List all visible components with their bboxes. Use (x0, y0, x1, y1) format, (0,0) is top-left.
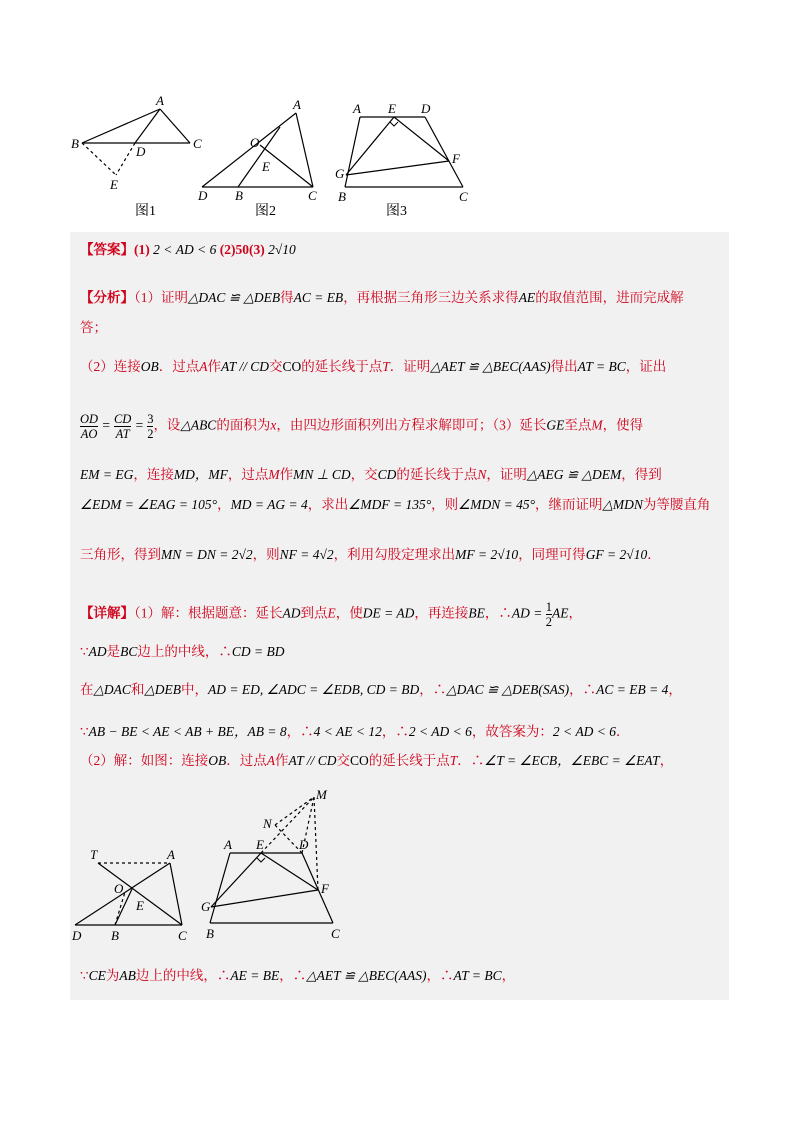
m: △DEB (144, 682, 182, 697)
t: E (327, 605, 336, 621)
fig1-caption: 图1 (135, 204, 156, 219)
t: （2）连接 (80, 359, 141, 374)
detail-line-1 (80, 600, 582, 629)
m: OB (140, 359, 159, 374)
detail-right-label-f: F (321, 881, 329, 896)
m: CO (282, 359, 302, 374)
m: BE (468, 605, 485, 621)
fraction-cd-at (114, 412, 131, 441)
t: 的延长线于点 (396, 467, 478, 482)
t: N (477, 467, 487, 482)
t: 边上的中线，∴ (135, 968, 231, 983)
detail-right-label-e: E (256, 837, 264, 852)
m: △AEG ≌ △DEM (526, 467, 622, 482)
t: 为等腰直角 (642, 497, 711, 512)
t: ∵ (80, 968, 89, 983)
m: ∠T = ∠ECB，∠EBC = ∠EAT (484, 753, 660, 768)
t: ，则 (252, 547, 280, 562)
t: （1）证明 (134, 290, 188, 305)
detail-left-label-c: C (178, 928, 187, 943)
detail-left-label-b: B (111, 928, 119, 943)
m: AE = BE (230, 968, 280, 983)
m: △DAC (93, 682, 131, 697)
t: ，∴ (484, 605, 512, 621)
m: △DAC ≌ △DEB (188, 290, 281, 305)
t: 交 (336, 753, 351, 768)
t: ，则 (431, 497, 459, 512)
t: x (270, 417, 277, 433)
analysis-line-2 (80, 318, 107, 338)
fig2-label-e: E (262, 159, 270, 174)
answer-part2: (2)50(3) (219, 242, 265, 257)
fig3-label-a: A (353, 101, 361, 116)
m: △DAC ≌ △DEB(SAS) (446, 682, 570, 697)
fig2-label-d: D (198, 188, 208, 203)
detail-left-label-e: E (136, 898, 144, 913)
t: 是 (106, 644, 121, 659)
m: AD = ED, ∠ADC = ∠EDB, CD = BD (208, 682, 420, 697)
detail-tag: 【详解】 (80, 605, 134, 621)
m: AE (551, 605, 569, 621)
t: ，使得 (602, 417, 644, 433)
m: GF = 2√10 (585, 547, 648, 562)
fig1-label-c: C (193, 136, 202, 151)
t: ，再连接 (414, 605, 469, 621)
m: 2 < AD < 6 (552, 724, 617, 739)
den: 2 (545, 615, 552, 629)
m: CD (377, 467, 397, 482)
detail-line-4 (80, 722, 630, 742)
t: ，∴ (569, 682, 597, 697)
den: 2 (147, 427, 154, 441)
m: AD (88, 644, 107, 659)
m: ∠EDM = ∠EAG = 105° (80, 497, 218, 512)
answer-math1: 2 < AD < 6 (153, 242, 217, 257)
m: AB − BE < AE < AB + BE，AB = 8 (88, 724, 287, 739)
m: = (101, 417, 111, 433)
m: △MDN (602, 497, 643, 512)
detail-figure-left (75, 863, 182, 925)
detail-left-label-a: A (167, 847, 175, 862)
t: 得 (280, 290, 294, 305)
m: AC = EB (293, 290, 344, 305)
t: ．过点 (158, 359, 200, 374)
t: ，交 (350, 467, 378, 482)
detail-line-3 (80, 680, 682, 700)
t: ∵ (80, 644, 89, 659)
fig3-label-d: D (421, 101, 431, 116)
den: AO (80, 427, 98, 441)
detail-left-label-t: T (90, 847, 98, 862)
t: ，∴ (279, 968, 307, 983)
m: MN ⊥ CD (293, 467, 351, 482)
t: ，再根据三角形三边关系求得 (343, 290, 519, 305)
t: （1）解：根据题意：延长 (134, 605, 283, 621)
den: AT (115, 427, 130, 441)
fig1-label-a: A (156, 95, 164, 108)
fig3-label-g: G (335, 166, 345, 181)
t: ． (647, 547, 661, 562)
m: MD，MF (173, 467, 228, 482)
m: MD = AG = 4 (230, 497, 308, 512)
t: ．∴ (457, 753, 485, 768)
detail-right-label-m: M (316, 787, 327, 802)
top-figures (70, 95, 490, 225)
detail-line-2 (80, 642, 284, 662)
m: 2 < AD < 6 (408, 724, 472, 739)
m: NF = 4√2 (279, 547, 334, 562)
t: T (449, 753, 458, 768)
fraction-od-ao (80, 412, 98, 441)
t: ， (501, 968, 516, 983)
t: ， (659, 753, 674, 768)
m: AD (282, 605, 301, 621)
analysis-line-1 (80, 288, 684, 308)
t: 在 (80, 682, 94, 697)
t: ，连接 (133, 467, 174, 482)
t: 的延长线于点 (368, 753, 450, 768)
t: 边上的中线，∴ (137, 644, 232, 659)
m: AT // CD (221, 359, 270, 374)
detail-figures-svg (70, 785, 360, 945)
fig2-label-o: O (250, 135, 260, 150)
num: 3 (147, 412, 154, 426)
detail-right-label-a: A (224, 837, 232, 852)
t: 到点 (300, 605, 328, 621)
m: AD = (511, 605, 543, 621)
detail-line-6 (80, 966, 515, 986)
t: ，同理可得 (518, 547, 586, 562)
fig2-label-a: A (293, 97, 301, 112)
t: ，过点 (227, 467, 269, 482)
fig2-caption: 图2 (255, 204, 276, 219)
m: EM = EG (80, 467, 134, 482)
m: ∠MDF = 135° (348, 497, 432, 512)
analysis-line-4 (80, 412, 643, 441)
t: 和 (130, 682, 145, 697)
m: = (134, 417, 144, 433)
m: AC = EB = 4 (596, 682, 669, 697)
t: ，证出 (625, 359, 667, 374)
m: DE = AD (362, 605, 415, 621)
fig1-label-b: B (71, 136, 79, 151)
t: ，利用勾股定理求出 (333, 547, 456, 562)
t: A (199, 359, 208, 374)
m: GE (546, 417, 565, 433)
t: 的取值范围，进而完成解 (535, 290, 684, 305)
t: 的延长线于点 (301, 359, 383, 374)
detail-right-label-n: N (263, 816, 272, 831)
num: OD (80, 412, 99, 426)
m: CD = BD (231, 644, 285, 659)
t: 中， (181, 682, 209, 697)
fig2-label-c: C (308, 188, 317, 203)
t: A (266, 753, 275, 768)
t: 三角形，得到 (80, 547, 161, 562)
m: ∠MDN = 45° (458, 497, 536, 512)
detail-right-label-b: B (206, 926, 214, 941)
answer-line (80, 240, 296, 260)
t: ，∴ (286, 724, 314, 739)
m: △AET ≌ △BEC(AAS) (306, 968, 427, 983)
t: M (591, 417, 603, 433)
m: OB (208, 753, 227, 768)
t: 答； (80, 320, 107, 335)
fig2-label-b: B (235, 188, 243, 203)
t: ，∴ (381, 724, 409, 739)
detail-right-label-g: G (201, 899, 211, 914)
m: △AET ≌ △BEC(AAS) (430, 359, 551, 374)
t: 交 (269, 359, 283, 374)
detail-left-label-o: O (114, 881, 124, 896)
analysis-line-5 (80, 465, 662, 485)
answer-math2: 2√10 (268, 242, 296, 257)
t: ，由四边形面积列出方程求解即可；（3）延长 (276, 417, 547, 433)
m: AT = BC (453, 968, 502, 983)
m: △ABC (180, 417, 217, 433)
t: ，使 (335, 605, 363, 621)
t: ．证明 (389, 359, 431, 374)
m: 4 < AE < 12 (313, 724, 382, 739)
num: CD (113, 412, 132, 426)
m: AB (119, 968, 136, 983)
t: 至点 (564, 417, 592, 433)
m: MF = 2√10 (455, 547, 519, 562)
m: MN = DN = 2√2 (161, 547, 253, 562)
fig3-caption: 图3 (386, 204, 407, 219)
analysis-line-3 (80, 357, 666, 377)
t: ， (217, 497, 231, 512)
t: ，证明 (486, 467, 527, 482)
t: 作 (207, 359, 221, 374)
m: CO (350, 753, 369, 768)
t: ，∴ (419, 682, 447, 697)
t: ，故答案为： (471, 724, 553, 739)
figure-3 (345, 117, 463, 187)
analysis-tag: 【分析】 (80, 290, 134, 305)
t: 作 (275, 753, 289, 768)
m: BC (120, 644, 138, 659)
detail-left-label-d: D (72, 928, 82, 943)
fig3-label-e: E (388, 101, 396, 116)
m: CE (88, 968, 106, 983)
num: 1 (545, 600, 552, 614)
figure-1 (82, 109, 190, 175)
t: 为 (105, 968, 120, 983)
m: AT // CD (288, 753, 337, 768)
t: （2）解：如图：连接 (80, 753, 209, 768)
analysis-line-6 (80, 495, 710, 515)
analysis-line-7 (80, 545, 661, 565)
fig1-label-d: D (136, 144, 146, 159)
t: ，设 (153, 417, 181, 433)
fig3-label-b: B (338, 189, 346, 204)
fig1-label-e: E (110, 177, 118, 192)
t: 的面积为 (216, 417, 271, 433)
t: ， (668, 682, 682, 697)
answer-part1: (1) (134, 242, 150, 257)
t: M (268, 467, 280, 482)
t: T (382, 359, 390, 374)
t: ，继而证明 (535, 497, 603, 512)
t: 得出 (550, 359, 578, 374)
t: ． (616, 724, 630, 739)
t: ，得到 (621, 467, 662, 482)
t: ．过点 (226, 753, 267, 768)
t: ，∴ (426, 968, 454, 983)
t: ， (568, 605, 582, 621)
answer-tag: 【答案】 (80, 242, 134, 257)
fig3-label-f: F (452, 151, 460, 166)
t: ∵ (80, 724, 89, 739)
m: AT = BC (577, 359, 626, 374)
detail-line-5 (80, 751, 673, 771)
fig3-label-c: C (459, 189, 468, 204)
m: AE (518, 290, 536, 305)
t: 作 (279, 467, 294, 482)
figure-2 (202, 113, 313, 187)
t: ，求出 (307, 497, 349, 512)
detail-right-label-d: D (299, 837, 309, 852)
detail-right-label-c: C (331, 926, 340, 941)
figures-svg (70, 95, 490, 225)
